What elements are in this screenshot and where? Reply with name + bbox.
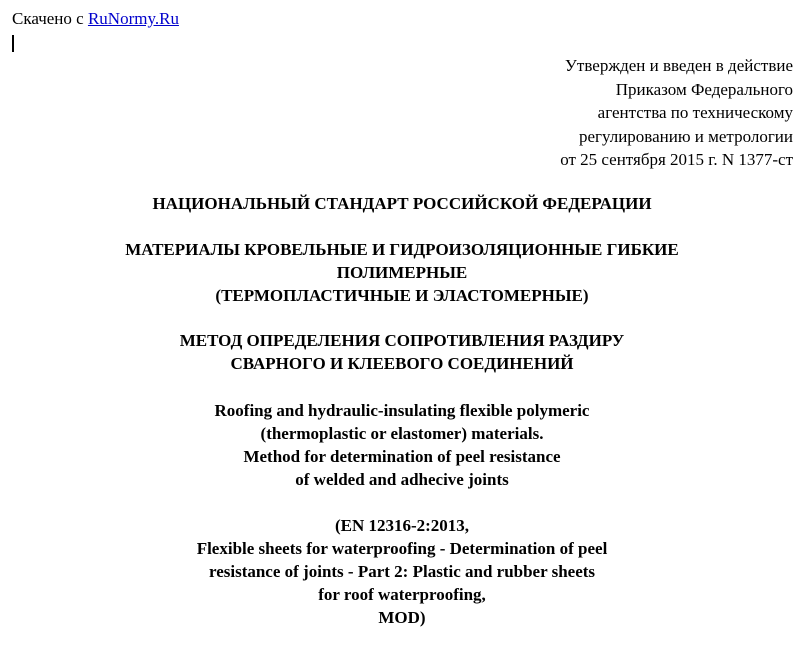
standard-title-text: НАЦИОНАЛЬНЫЙ СТАНДАРТ РОССИЙСКОЙ ФЕДЕРАЦИИ (152, 194, 652, 213)
english-title-line: (thermoplastic or elastomer) materials. (260, 424, 544, 443)
en-reference-line: (EN 12316-2:2013, (334, 516, 470, 535)
materials-title-line: ПОЛИМЕРНЫЕ (336, 263, 468, 282)
approval-line: агентства по техническому (597, 103, 793, 122)
approval-line: Утвержден и введен в действие (564, 56, 793, 75)
approval-line: регулированию и метрологии (578, 126, 793, 146)
materials-title-line: (ТЕРМОПЛАСТИЧНЫЕ И ЭЛАСТОМЕРНЫЕ) (215, 286, 589, 305)
approval-block (560, 54, 793, 172)
en-reference-block (0, 514, 799, 629)
method-title (0, 329, 799, 375)
download-source-line (12, 8, 179, 30)
text-cursor (12, 35, 14, 52)
en-reference-line: MOD) (378, 608, 426, 627)
approval-line: Приказом Федерального (615, 79, 793, 99)
english-title-line: Roofing and hydraulic-insulating flexible polymeric (214, 401, 590, 420)
runormy-link[interactable]: RuNormy.Ru (87, 9, 179, 28)
method-title-line: СВАРНОГО И КЛЕЕВОГО СОЕДИНЕНИЙ (230, 354, 574, 373)
en-reference-line: for roof waterproofing, (318, 585, 486, 604)
materials-title (0, 238, 799, 307)
english-title (0, 399, 799, 491)
approval-line: от 25 сентября 2015 г. N 1377-ст (560, 150, 793, 169)
download-source-prefix: Скачено с (12, 9, 88, 28)
english-title-line: Method for determination of peel resistance (243, 447, 561, 466)
standard-title (0, 193, 799, 215)
materials-title-line: МАТЕРИАЛЫ КРОВЕЛЬНЫЕ И ГИДРОИЗОЛЯЦИОННЫЕ ГИБКИЕ (125, 240, 679, 259)
en-reference-line: resistance of joints - Part 2: Plastic and rubber sheets (208, 562, 596, 581)
english-title-line: of welded and adhecive joints (295, 470, 509, 489)
en-reference-line: Flexible sheets for waterproofing - Determination of peel (196, 539, 608, 558)
method-title-line: МЕТОД ОПРЕДЕЛЕНИЯ СОПРОТИВЛЕНИЯ РАЗДИРУ (179, 331, 625, 350)
